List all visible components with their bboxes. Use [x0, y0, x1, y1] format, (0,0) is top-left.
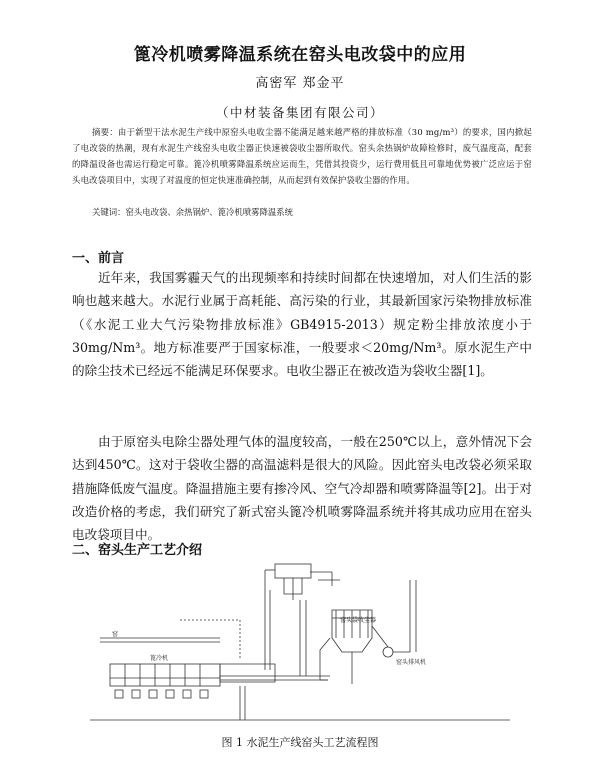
label-fan: 窑头排风机 [396, 659, 427, 666]
exhaust-fan [383, 647, 393, 657]
intro-paragraph-2 [72, 430, 532, 546]
kiln-hood [220, 664, 275, 682]
section-heading-process: 二、窑头生产工艺介绍 [72, 543, 203, 558]
figure-caption: 图 1 水泥生产线窑头工艺流程图 [221, 736, 379, 749]
authors: 高密军 郑金平 [255, 76, 345, 91]
abstract [72, 124, 532, 188]
abstract-text: 摘要：由于新型干法水泥生产线中原窑头电收尘器不能满足越来越严格的排放标准（30 mg/m³）的要求，国内掀起了电改袋的热潮，现有水泥生产线窑头电收尘器正快速被袋收尘器所取代。窑头余热锅炉故障检修时，废气温度高，配套的降温设备也需运行稳定可靠。篦冷机喷雾降温系统应运而生，凭借其投资少，运行费用低且可靠地优势被广泛应运于窑头电改袋项目中，实现了对温度的恒定快速准确控制，从而起到有效保护袋收尘器的作用。 [72, 127, 532, 185]
intro-text-1: 近年来，我国雾霾天气的出现频率和持续时间都在快速增加，对人们生活的影响也越来越大。水泥行业属于高耗能、高污染的行业，其最新国家污染物排放标准（《水泥工业大气污染物排放标准》GB4915-2013）规定粉尘排放浓度小于 30mg/Nm³。地方标准要严于国家标准，一般要求＜20mg/Nm³。原水泥生产中的除尘技术已经远不能满足环保要求。电收尘器正在被改造为袋收尘器[1]。 [72, 270, 532, 379]
affiliation: （中材装备集团有限公司） [215, 105, 384, 120]
keywords: 关键词：窑头电改袋、余热锅炉、篦冷机喷雾降温系统 [92, 207, 293, 217]
preheater-tower [275, 564, 311, 578]
process-flow-figure [70, 560, 530, 732]
label-bag-filter: 窑头袋收尘器 [340, 617, 377, 624]
section-heading-intro: 一、前言 [72, 251, 125, 266]
label-kiln: 窑 [112, 631, 119, 638]
paper-title: 篦冷机喷雾降温系统在窑头电改袋中的应用 [133, 45, 467, 65]
intro-text-2: 由于原窑头电除尘器处理气体的温度较高，一般在250℃以上，意外情况下会达到450℃。这对于袋收尘器的高温滤料是很大的风险。因此窑头电改袋必须采取措施降低废气温度。降温措施主要有掺冷风、空气冷却器和喷雾降温等[2]。出于对改造价格的考虑，我们研究了新式窑头篦冷机喷雾降温系统并将其成功应用在窑头电改袋项目中。 [72, 434, 532, 543]
label-cooler: 篦冷机 [150, 655, 169, 662]
intro-paragraph-1 [72, 266, 532, 382]
grate-cooler [110, 664, 220, 686]
process-flow-diagram [70, 560, 530, 732]
